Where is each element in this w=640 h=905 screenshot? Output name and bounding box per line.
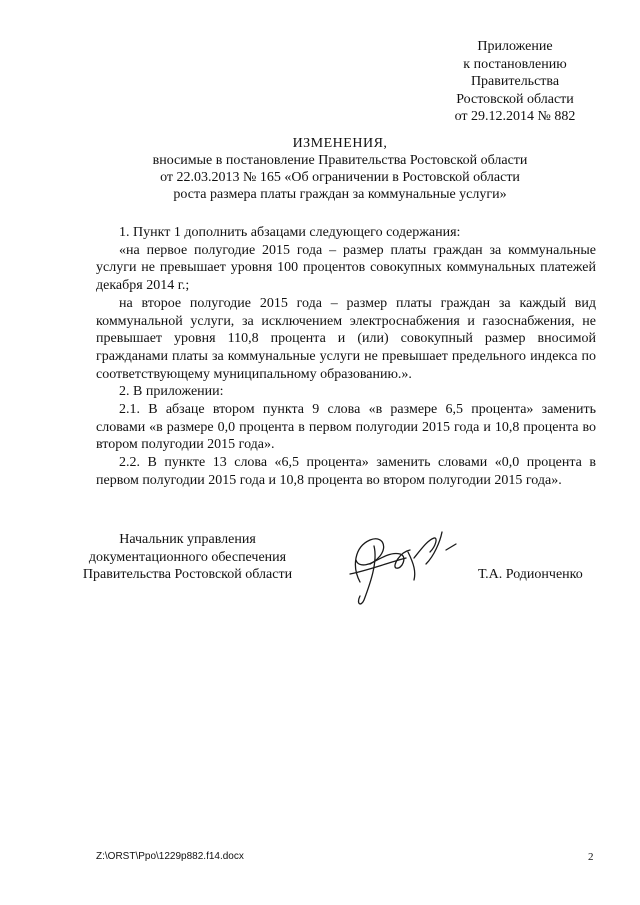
title-line: вносимые в постановление Правительства Ростовской области xyxy=(152,153,528,168)
position-line: Начальник управления xyxy=(119,532,256,547)
position-line: документационного обеспечения xyxy=(88,549,287,565)
signatory-name: Т.А. Родионченко xyxy=(478,567,583,582)
appendix-block xyxy=(420,38,610,126)
appendix-line: Приложение xyxy=(477,39,553,54)
document-body xyxy=(96,224,596,490)
paragraph: 2.2. В пункте 13 слова «6,5 процента» заменить словами «0,0 процента в первом полугодии 2015 года и 10,8 процента во втором полугодии 2015 года». xyxy=(96,455,596,488)
appendix-line: от 29.12.2014 № 882 xyxy=(454,109,576,124)
title-heading: ИЗМЕНЕНИЯ, xyxy=(292,136,388,151)
paragraph: «на первое полугодие 2015 года – размер платы граждан за коммунальные услуги не превышает уровня 100 процентов совокупных коммунальных платежей декабря 2014 г.; xyxy=(96,242,596,294)
position-line: Правительства Ростовской области xyxy=(82,567,293,582)
title-line: роста размера платы граждан за коммунальные услуги» xyxy=(173,187,507,202)
signatory-position xyxy=(65,531,310,584)
appendix-line: Правительства xyxy=(470,74,560,89)
paragraph: на второе полугодие 2015 года – размер платы граждан за каждый вид коммунальной услуги, за исключением электроснабжения и газоснабжения, не превышает уровня 110,8 процента и (или) совокупный размер вносимой гражданами платы за коммунальные услуги не превышает предельного индекса по соответствующему муниципальному образованию.». xyxy=(96,295,596,382)
paragraph: 1. Пункт 1 дополнить абзацами следующего содержания: xyxy=(119,225,461,240)
appendix-line: к постановлению xyxy=(463,56,567,72)
paragraph: 2.1. В абзаце втором пункта 9 слова «в размере 6,5 процента» заменить словами «в размере 0,0 процента в первом полугодии 2015 года и 10,8 процента во втором полугодии 2015 года». xyxy=(96,402,596,453)
paragraph: 2. В приложении: xyxy=(119,384,224,400)
appendix-line: Ростовской области xyxy=(456,91,574,107)
page-number: 2 xyxy=(588,851,594,863)
document-title xyxy=(60,135,620,203)
handwritten-signature xyxy=(330,512,470,612)
file-path: Z:\ORST\Ppo\1229p882.f14.docx xyxy=(96,851,244,862)
title-line: от 22.03.2013 № 165 «Об ограничении в Ростовской области xyxy=(160,170,520,185)
